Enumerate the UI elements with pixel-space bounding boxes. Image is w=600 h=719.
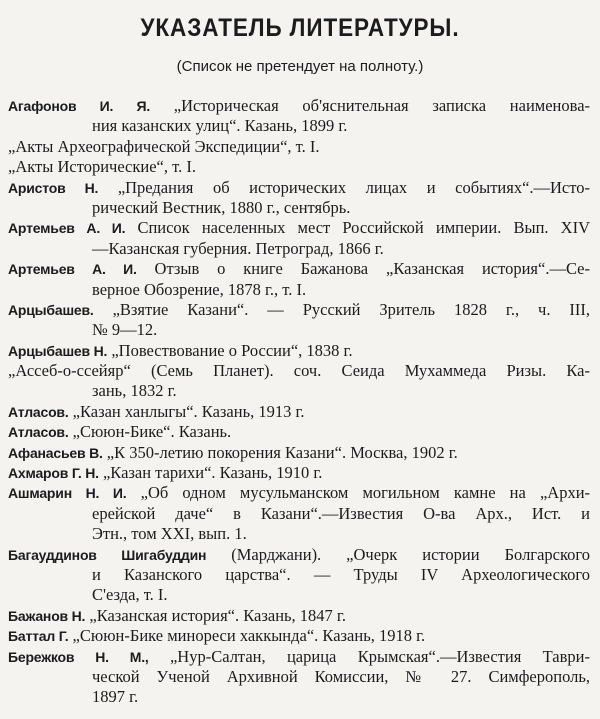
entry-line bbox=[8, 687, 590, 707]
entry-line bbox=[8, 300, 590, 320]
page-title: УКАЗАТЕЛЬ ЛИТЕРАТУРЫ. bbox=[140, 14, 460, 42]
entry-line bbox=[8, 504, 590, 524]
entry-line bbox=[8, 483, 590, 503]
bibliography-entry bbox=[8, 137, 590, 157]
entry-text: и Казанского царства“. — Труды IV Археологического bbox=[92, 564, 590, 584]
entry-line bbox=[8, 178, 590, 198]
entry-text: „Взятие Казани“. — Русский Зритель 1828 г., ч. III, bbox=[112, 299, 590, 319]
bibliography-entry bbox=[8, 178, 590, 219]
entry-author: Артемьев А. И. bbox=[8, 261, 137, 278]
entry-text: Этн., том XXI, вып. 1. bbox=[92, 524, 247, 544]
entry-line bbox=[8, 320, 590, 340]
bibliography-entry bbox=[8, 218, 590, 259]
entry-line bbox=[8, 96, 590, 116]
entry-line bbox=[8, 239, 590, 259]
entry-line bbox=[8, 422, 590, 442]
entry-author: Артемьев А. И. bbox=[8, 220, 126, 237]
entry-text: (Марджани). „Очерк истории Болгарского bbox=[231, 544, 590, 564]
entry-author: Баттал Г. bbox=[8, 628, 69, 645]
entry-text: „Об одном мусульманском могильном камне на „Архи- bbox=[140, 483, 590, 503]
bibliography-entry bbox=[8, 483, 590, 544]
entry-text: № 9—12. bbox=[92, 320, 158, 340]
entry-text: „Повествование о России“, 1838 г. bbox=[111, 340, 353, 360]
bibliography-entry bbox=[8, 259, 590, 300]
entry-text: „Акты Исторические“, т. I. bbox=[8, 157, 196, 177]
entry-text: верное Обозрение, 1878 г., т. I. bbox=[92, 279, 307, 299]
entry-line bbox=[8, 443, 590, 463]
entry-text: —Казанская губерния. Петроград, 1866 г. bbox=[92, 238, 384, 258]
entry-author: Аристов Н. bbox=[8, 179, 99, 196]
entry-text: 1897 г. bbox=[92, 687, 139, 707]
entry-text: зань, 1832 г. bbox=[92, 381, 177, 401]
entry-text: „Казан ханлыгы“. Казань, 1913 г. bbox=[72, 401, 305, 421]
bibliography-entry bbox=[8, 463, 590, 483]
entry-text: Отзыв о книге Бажанова „Казанская история“.—Се- bbox=[154, 259, 590, 279]
entry-line bbox=[8, 198, 590, 218]
bibliography-entry bbox=[8, 443, 590, 463]
entry-line bbox=[8, 524, 590, 544]
entry-line bbox=[8, 157, 590, 177]
bibliography-entry bbox=[8, 96, 590, 137]
entry-line bbox=[8, 626, 590, 646]
entry-line bbox=[8, 381, 590, 401]
bibliography-entry bbox=[8, 545, 590, 606]
entry-line bbox=[8, 463, 590, 483]
entry-line bbox=[8, 259, 590, 279]
entry-text: „К 350-летию покорения Казани“. Москва, 1902 г. bbox=[106, 442, 458, 462]
entry-text: ческой Ученой Архивной Комиссии, № 27. Симферополь, bbox=[92, 666, 590, 686]
entry-author: Бажанов Н. bbox=[8, 607, 86, 624]
entry-author: Арцыбашев Н. bbox=[8, 342, 108, 359]
entry-text: рический Вестник, 1880 г., сентябрь. bbox=[92, 197, 351, 217]
entry-text: „Историческая об'яснительная записка наименова- bbox=[173, 96, 590, 115]
entry-text: ния казанских улиц“. Казань, 1899 г. bbox=[92, 116, 348, 136]
entry-text: С'езда, т. I. bbox=[92, 585, 168, 605]
bibliography-entry bbox=[8, 626, 590, 646]
bibliography-entry bbox=[8, 341, 590, 361]
entry-text: „Казан тарихи“. Казань, 1910 г. bbox=[102, 463, 323, 483]
entry-line bbox=[8, 280, 590, 300]
entry-line bbox=[8, 565, 590, 585]
entry-text: „Сююн-Бике“. Казань. bbox=[72, 422, 232, 442]
entry-text: „Казанская история“. Казань, 1847 г. bbox=[89, 605, 346, 625]
entry-author: Агафонов И. Я. bbox=[8, 98, 151, 114]
bibliography-entry bbox=[8, 606, 590, 626]
entry-line bbox=[8, 361, 590, 381]
entry-text: „Сююн-Бике минореси хаккында“. Казань, 1918 г. bbox=[72, 626, 426, 646]
entry-author: Атласов. bbox=[8, 424, 69, 441]
bibliography-entry bbox=[8, 402, 590, 422]
entry-text: „Нур-Салтан, царица Крымская“.—Известия Таври- bbox=[169, 646, 590, 666]
entry-author: Афанасьев В. bbox=[8, 444, 103, 461]
entry-text: „Предания об исторических лицах и событиях“.—Исто- bbox=[117, 177, 590, 197]
entry-line bbox=[8, 218, 590, 238]
entry-author: Багауддинов Шигабуддин bbox=[8, 546, 207, 563]
entry-author: Ахмаров Г. Н. bbox=[8, 465, 99, 482]
entry-line bbox=[8, 585, 590, 605]
bibliography-entry bbox=[8, 300, 590, 341]
bibliography-list bbox=[8, 96, 590, 708]
entry-line bbox=[8, 402, 590, 422]
entry-text: „Ассеб-о-ссейяр“ (Семь Планет). соч. Сеида Мухаммеда Ризы. Ка- bbox=[8, 361, 590, 381]
entry-text: ерейской даче“ в Казани“.—Известия О-ва Арх., Ист. и bbox=[92, 503, 590, 523]
entry-text: Список населенных мест Российской империи. Вып. XIV bbox=[137, 218, 590, 238]
entry-line bbox=[8, 667, 590, 687]
entry-line bbox=[8, 606, 590, 626]
entry-author: Бережков Н. М., bbox=[8, 648, 149, 665]
entry-line bbox=[8, 341, 590, 361]
entry-line bbox=[8, 116, 590, 136]
entry-author: Ашмарин Н. И. bbox=[8, 485, 127, 502]
entry-text: „Акты Археографической Экспедиции“, т. I. bbox=[8, 136, 320, 156]
entry-line bbox=[8, 647, 590, 667]
page-subtitle: (Список не претендует на полноту.) bbox=[176, 58, 424, 75]
bibliography-entry bbox=[8, 422, 590, 442]
bibliography-entry bbox=[8, 647, 590, 708]
entry-author: Арцыбашев. bbox=[8, 301, 94, 318]
entry-author: Атласов. bbox=[8, 403, 69, 420]
bibliography-entry bbox=[8, 361, 590, 402]
bibliography-entry bbox=[8, 157, 590, 177]
entry-line bbox=[8, 137, 590, 157]
entry-line bbox=[8, 545, 590, 565]
